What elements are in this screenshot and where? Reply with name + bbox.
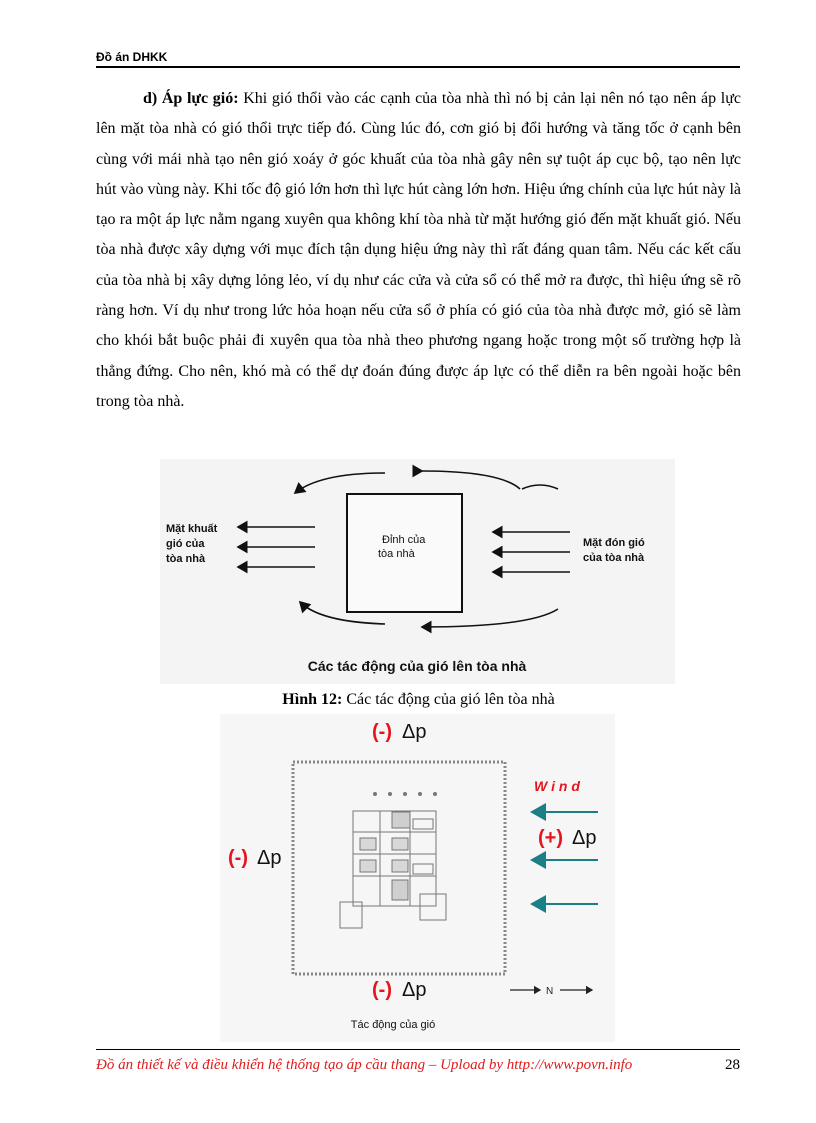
pressure-right-sign: (+) (538, 827, 563, 849)
figure2-inner-caption: Tác động của gió (350, 1019, 436, 1031)
figure-wind-pressure-plan-svg (220, 714, 615, 1042)
figure-caption-text: Các tác động của gió lên tòa nhà (342, 691, 555, 708)
north-label: N (546, 986, 554, 997)
leeward-label-3: tòa nhà (166, 553, 206, 565)
pressure-left-sign: (-) (228, 847, 248, 869)
page-number: 28 (725, 1057, 740, 1073)
windward-label-2: của tòa nhà (583, 552, 645, 564)
roof-label-1: Đỉnh của (382, 534, 426, 546)
pressure-top-sign: (-) (372, 721, 392, 743)
figure1-inner-caption: Các tác động của gió lên tòa nhà (307, 658, 527, 674)
leeward-label-1: Mặt khuất (166, 523, 218, 535)
curved-arrow-top-tail (522, 485, 558, 489)
figure-caption (96, 691, 741, 709)
section-heading: d) Áp lực gió: (143, 90, 239, 107)
pressure-top-delta: Δp (402, 721, 427, 743)
header-rule (96, 66, 740, 68)
footer-rule (96, 1049, 740, 1050)
section-paragraph (96, 84, 741, 417)
pressure-bottom-sign: (-) (372, 979, 392, 1001)
figure-wind-pressure-plan (220, 714, 615, 1042)
pressure-right-delta: Δp (572, 827, 597, 849)
wind-label: W i n d (534, 778, 580, 794)
floor-plan (340, 793, 446, 929)
windward-label-1: Mặt đón gió (583, 537, 645, 549)
footer-text: Đồ án thiết kế và điều khiển hệ thống tạo áp cầu thang – Upload by http://www.povn.info (96, 1057, 633, 1073)
roof-label-2: tòa nhà (378, 548, 415, 560)
figure-wind-effects (160, 459, 675, 684)
figure-wind-effects-svg (160, 459, 675, 684)
pressure-bottom-delta: Δp (402, 979, 427, 1001)
figure-caption-label: Hình 12: (282, 691, 343, 708)
curved-arrow-top-right (422, 471, 520, 489)
document-header: Đồ án DHKK (96, 50, 168, 64)
leeward-label-2: gió của (166, 538, 205, 550)
pressure-left-delta: Δp (257, 847, 282, 869)
curved-arrow-top-left (295, 473, 385, 493)
paragraph-text: Khi gió thổi vào các cạnh của tòa nhà thì nó bị cản lại nên nó tạo nên áp lực lên mặt tòa nhà có gió thổi trực tiếp đó. Cùng lúc đó, cơn gió bị đổi hướng và tăng tốc ở cạnh bên cùng với mái nhà tạo nên gió xoáy ở góc khuất của tòa nhà gây nên sự tuột áp cục bộ, tạo nên lực hút vào vùng này. Khi tốc độ gió lớn hơn thì lực hút càng lớn hơn. Hiệu ứng chính của lực hút này là tạo ra một áp lực nằm ngang xuyên qua không khí tòa nhà từ mặt hướng gió đến mặt khuất gió. Nếu tòa nhà được xây dựng với mục đích tận dụng hiệu ứng này thì rất đáng quan tâm. Nếu các kết cấu của tòa nhà bị xây dựng lỏng lẻo, ví dụ như các cửa và cửa sổ có thể mở ra được, thì hiệu ứng sẽ rõ ràng hơn. Ví dụ như trong lức hỏa hoạn nếu cửa sổ ở phía có gió của tòa nhà được mở, gió sẽ làm cho khói bắt buộc phải đi xuyên qua tòa nhà theo phương ngang hoặc trong một số trường hợp là thẳng đứng. Cho nên, khó mà có thể dự đoán đúng được áp lực có thể diễn ra bên ngoài hoặc bên trong tòa nhà. (96, 90, 741, 410)
